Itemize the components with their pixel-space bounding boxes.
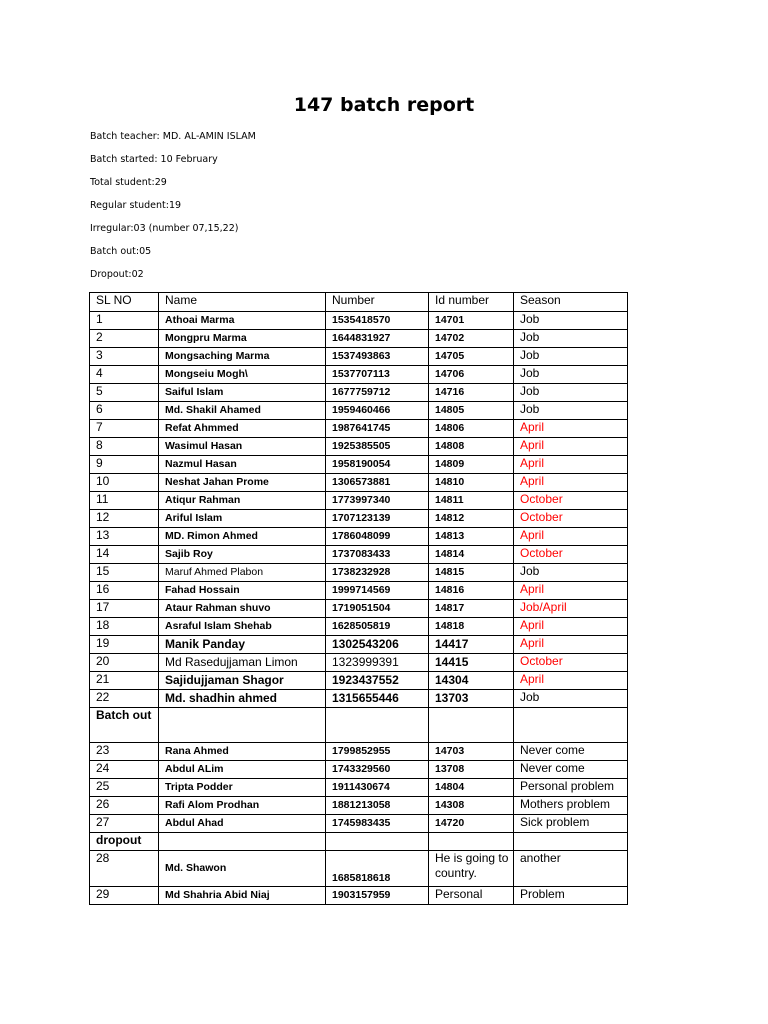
- sl-no-cell: 3: [90, 348, 159, 366]
- name-cell: Abdul ALim: [159, 761, 326, 779]
- name-cell: Mongseiu Mogh\: [159, 366, 326, 384]
- id-number-cell: 14805: [429, 402, 514, 420]
- number-cell: 1799852955: [326, 743, 429, 761]
- table-row: [90, 815, 628, 833]
- table-row: [90, 438, 628, 456]
- sl-no-cell: 1: [90, 312, 159, 330]
- id-number-cell: 14705: [429, 348, 514, 366]
- season-cell: Job: [514, 384, 628, 402]
- id-number-cell: 14706: [429, 366, 514, 384]
- batch-out-section: [90, 708, 628, 743]
- season-cell: April: [514, 456, 628, 474]
- sl-no-cell: 27: [90, 815, 159, 833]
- season-cell: October: [514, 492, 628, 510]
- season-cell: April: [514, 636, 628, 654]
- table-row: [90, 600, 628, 618]
- table-row: [90, 851, 628, 887]
- id-number-cell: 14817: [429, 600, 514, 618]
- id-number-cell: 14804: [429, 779, 514, 797]
- batch-report-table: [89, 292, 628, 905]
- number-cell: 1903157959: [326, 887, 429, 905]
- id-number-cell: 14720: [429, 815, 514, 833]
- id-number-cell: 14716: [429, 384, 514, 402]
- sl-no-cell: 20: [90, 654, 159, 672]
- sl-no-cell: 21: [90, 672, 159, 690]
- season-cell: Job: [514, 690, 628, 708]
- table-row: [90, 779, 628, 797]
- id-number-cell: 14308: [429, 797, 514, 815]
- season-cell: Job: [514, 366, 628, 384]
- id-number-cell: 14808: [429, 438, 514, 456]
- season-cell: Never come: [514, 743, 628, 761]
- sl-no-cell: 8: [90, 438, 159, 456]
- number-cell: 1737083433: [326, 546, 429, 564]
- season-cell: October: [514, 546, 628, 564]
- name-cell: Md. Shawon: [159, 851, 326, 887]
- sl-no-cell: 10: [90, 474, 159, 492]
- id-number-cell: 14806: [429, 420, 514, 438]
- id-number-cell: 14417: [429, 636, 514, 654]
- id-number-cell: 13708: [429, 761, 514, 779]
- table-row: [90, 312, 628, 330]
- name-cell: Athoai Marma: [159, 312, 326, 330]
- number-cell: 1628505819: [326, 618, 429, 636]
- table-row: [90, 528, 628, 546]
- name-cell: Nazmul Hasan: [159, 456, 326, 474]
- season-cell: April: [514, 528, 628, 546]
- table-row: [90, 510, 628, 528]
- table-header-row: [90, 293, 628, 312]
- header-number: Number: [326, 293, 429, 312]
- number-cell: 1644831927: [326, 330, 429, 348]
- batch-out-section-label: Batch out: [90, 708, 159, 743]
- number-cell: 1773997340: [326, 492, 429, 510]
- name-cell: Wasimul Hasan: [159, 438, 326, 456]
- season-cell: Job: [514, 564, 628, 582]
- table-row: [90, 887, 628, 905]
- number-cell: 1537493863: [326, 348, 429, 366]
- name-cell: MD. Rimon Ahmed: [159, 528, 326, 546]
- sl-no-cell: 24: [90, 761, 159, 779]
- header-name: Name: [159, 293, 326, 312]
- table-row: [90, 366, 628, 384]
- meta-irregular: Irregular:03 (number 07,15,22): [90, 223, 239, 234]
- season-cell: April: [514, 672, 628, 690]
- name-cell: Refat Ahmmed: [159, 420, 326, 438]
- name-cell: Rafi Alom Prodhan: [159, 797, 326, 815]
- sl-no-cell: 22: [90, 690, 159, 708]
- name-cell: Ataur Rahman shuvo: [159, 600, 326, 618]
- season-cell: Job: [514, 348, 628, 366]
- id-number-cell: 14304: [429, 672, 514, 690]
- empty-cell: [326, 833, 429, 851]
- table-row: [90, 761, 628, 779]
- sl-no-cell: 6: [90, 402, 159, 420]
- number-cell: 1999714569: [326, 582, 429, 600]
- meta-regular-student: Regular student:19: [90, 200, 182, 211]
- table-row: [90, 546, 628, 564]
- name-cell: Abdul Ahad: [159, 815, 326, 833]
- table-row: [90, 456, 628, 474]
- season-cell: Job/April: [514, 600, 628, 618]
- number-cell: 1302543206: [326, 636, 429, 654]
- sl-no-cell: 23: [90, 743, 159, 761]
- table-row: [90, 474, 628, 492]
- document-title: 147 batch report: [293, 94, 475, 116]
- table-row: [90, 618, 628, 636]
- meta-batch-started: Batch started: 10 February: [90, 154, 218, 165]
- season-cell: April: [514, 618, 628, 636]
- season-cell: Problem: [514, 887, 628, 905]
- number-cell: 1707123139: [326, 510, 429, 528]
- sl-no-cell: 16: [90, 582, 159, 600]
- name-cell: Fahad Hossain: [159, 582, 326, 600]
- table-row: [90, 797, 628, 815]
- table-row: [90, 420, 628, 438]
- id-number-cell: 14812: [429, 510, 514, 528]
- meta-dropout: Dropout:02: [90, 269, 144, 280]
- number-cell: 1786048099: [326, 528, 429, 546]
- empty-cell: [159, 833, 326, 851]
- empty-cell: [514, 708, 628, 743]
- name-cell: Tripta Podder: [159, 779, 326, 797]
- number-cell: 1537707113: [326, 366, 429, 384]
- sl-no-cell: 7: [90, 420, 159, 438]
- number-cell: 1881213058: [326, 797, 429, 815]
- season-cell: October: [514, 654, 628, 672]
- id-number-cell: 13703: [429, 690, 514, 708]
- season-cell: Job: [514, 330, 628, 348]
- season-cell: April: [514, 582, 628, 600]
- season-cell: Sick problem: [514, 815, 628, 833]
- sl-no-cell: 28: [90, 851, 159, 887]
- empty-cell: [429, 708, 514, 743]
- table-row: [90, 672, 628, 690]
- name-cell: Md. shadhin ahmed: [159, 690, 326, 708]
- season-cell: another: [514, 851, 628, 887]
- season-cell: April: [514, 420, 628, 438]
- season-cell: Never come: [514, 761, 628, 779]
- number-cell: 1743329560: [326, 761, 429, 779]
- sl-no-cell: 13: [90, 528, 159, 546]
- number-cell: 1677759712: [326, 384, 429, 402]
- table-row: [90, 348, 628, 366]
- season-cell: April: [514, 474, 628, 492]
- number-cell: 1738232928: [326, 564, 429, 582]
- table-row: [90, 636, 628, 654]
- id-number-cell: He is going to country.: [429, 851, 514, 887]
- sl-no-cell: 26: [90, 797, 159, 815]
- id-number-cell: Personal: [429, 887, 514, 905]
- empty-cell: [326, 708, 429, 743]
- number-cell: 1923437552: [326, 672, 429, 690]
- meta-batch-out: Batch out:05: [90, 246, 152, 257]
- name-cell: Md Rasedujjaman Limon: [159, 654, 326, 672]
- number-cell: 1535418570: [326, 312, 429, 330]
- empty-cell: [159, 708, 326, 743]
- season-cell: October: [514, 510, 628, 528]
- table-row: [90, 492, 628, 510]
- number-cell: 1306573881: [326, 474, 429, 492]
- season-cell: Mothers problem: [514, 797, 628, 815]
- name-cell: Sajidujjaman Shagor: [159, 672, 326, 690]
- id-number-cell: 14816: [429, 582, 514, 600]
- number-cell: 1958190054: [326, 456, 429, 474]
- header-id-number: Id number: [429, 293, 514, 312]
- number-cell: 1745983435: [326, 815, 429, 833]
- table-row: [90, 330, 628, 348]
- id-number-cell: 14815: [429, 564, 514, 582]
- name-cell: Sajib Roy: [159, 546, 326, 564]
- sl-no-cell: 19: [90, 636, 159, 654]
- empty-cell: [514, 833, 628, 851]
- name-cell: Maruf Ahmed Plabon: [159, 564, 326, 582]
- season-cell: Job: [514, 402, 628, 420]
- sl-no-cell: 9: [90, 456, 159, 474]
- header-season: Season: [514, 293, 628, 312]
- sl-no-cell: 18: [90, 618, 159, 636]
- name-cell: Md. Shakil Ahamed: [159, 402, 326, 420]
- sl-no-cell: 5: [90, 384, 159, 402]
- number-cell: 1925385505: [326, 438, 429, 456]
- name-cell: Saiful Islam: [159, 384, 326, 402]
- sl-no-cell: 11: [90, 492, 159, 510]
- meta-batch-teacher: Batch teacher: MD. AL-AMIN ISLAM: [90, 131, 256, 142]
- sl-no-cell: 4: [90, 366, 159, 384]
- id-number-cell: 14809: [429, 456, 514, 474]
- sl-no-cell: 25: [90, 779, 159, 797]
- name-cell: Mongpru Marma: [159, 330, 326, 348]
- table-row: [90, 564, 628, 582]
- id-number-cell: 14703: [429, 743, 514, 761]
- name-cell: Mongsaching Marma: [159, 348, 326, 366]
- number-cell: 1685818618: [326, 851, 429, 887]
- season-cell: April: [514, 438, 628, 456]
- id-number-cell: 14810: [429, 474, 514, 492]
- number-cell: 1323999391: [326, 654, 429, 672]
- sl-no-cell: 29: [90, 887, 159, 905]
- id-number-cell: 14702: [429, 330, 514, 348]
- number-cell: 1987641745: [326, 420, 429, 438]
- name-cell: Atiqur Rahman: [159, 492, 326, 510]
- sl-no-cell: 14: [90, 546, 159, 564]
- id-number-cell: 14415: [429, 654, 514, 672]
- name-cell: Neshat Jahan Prome: [159, 474, 326, 492]
- sl-no-cell: 12: [90, 510, 159, 528]
- id-number-cell: 14818: [429, 618, 514, 636]
- table-row: [90, 690, 628, 708]
- season-cell: Job: [514, 312, 628, 330]
- table-row: [90, 384, 628, 402]
- id-number-cell: 14701: [429, 312, 514, 330]
- name-cell: Md Shahria Abid Niaj: [159, 887, 326, 905]
- sl-no-cell: 2: [90, 330, 159, 348]
- number-cell: 1315655446: [326, 690, 429, 708]
- empty-cell: [429, 833, 514, 851]
- name-cell: Rana Ahmed: [159, 743, 326, 761]
- sl-no-cell: 15: [90, 564, 159, 582]
- id-number-cell: 14813: [429, 528, 514, 546]
- dropout-section-label: dropout: [90, 833, 159, 851]
- table-row: [90, 402, 628, 420]
- name-cell: Manik Panday: [159, 636, 326, 654]
- table-row: [90, 743, 628, 761]
- header-sl-no: SL NO: [90, 293, 159, 312]
- number-cell: 1959460466: [326, 402, 429, 420]
- name-cell: Asraful Islam Shehab: [159, 618, 326, 636]
- table-row: [90, 654, 628, 672]
- id-number-cell: 14811: [429, 492, 514, 510]
- id-number-cell: 14814: [429, 546, 514, 564]
- table-body: [90, 293, 628, 905]
- dropout-section: [90, 833, 628, 851]
- sl-no-cell: 17: [90, 600, 159, 618]
- number-cell: 1719051504: [326, 600, 429, 618]
- table-row: [90, 582, 628, 600]
- name-cell: Ariful Islam: [159, 510, 326, 528]
- meta-total-student: Total student:29: [90, 177, 167, 188]
- number-cell: 1911430674: [326, 779, 429, 797]
- season-cell: Personal problem: [514, 779, 628, 797]
